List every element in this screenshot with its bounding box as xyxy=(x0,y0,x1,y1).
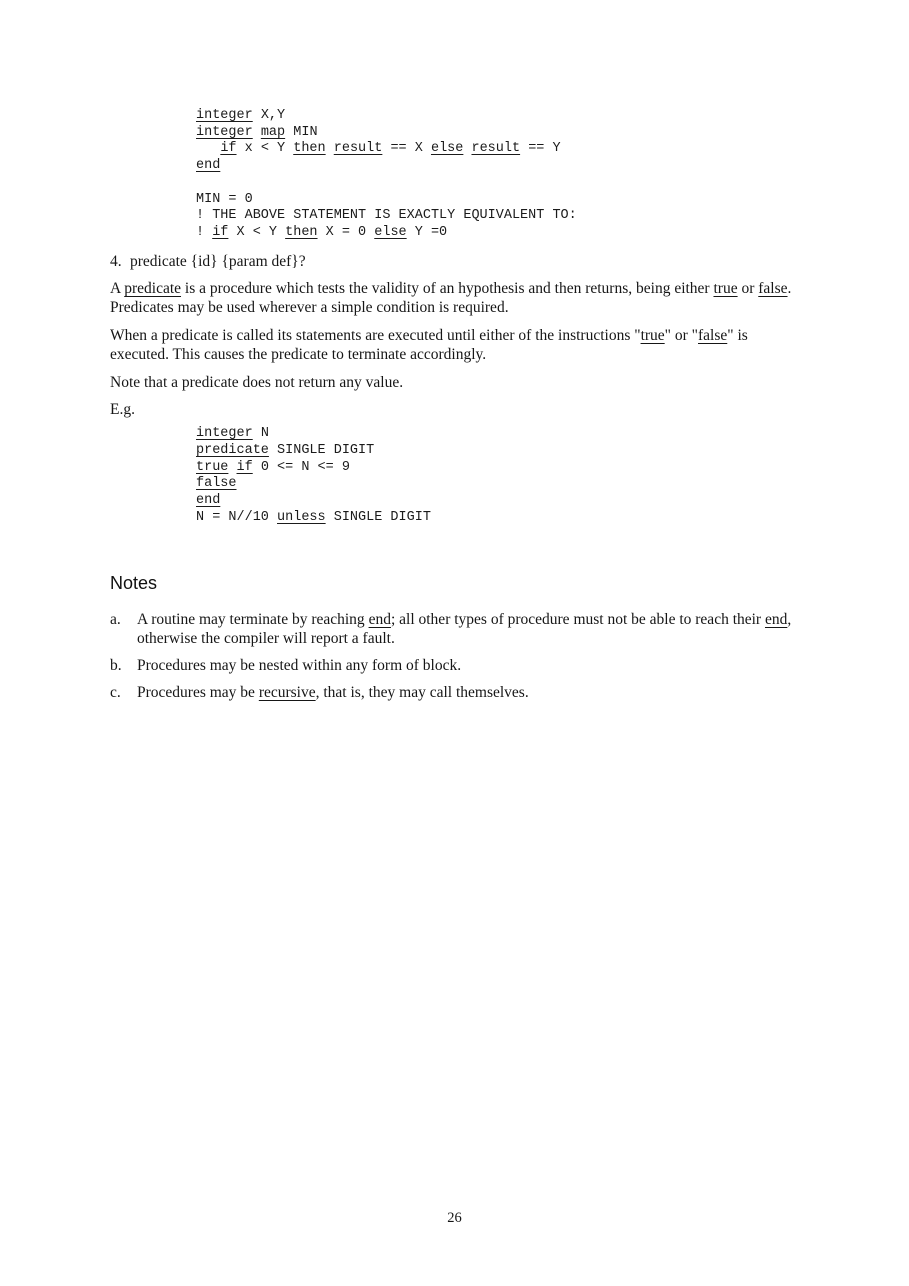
code-line xyxy=(196,125,809,142)
note-item-a xyxy=(110,611,809,649)
underlined-keyword: then xyxy=(285,224,318,240)
underlined-keyword: integer xyxy=(196,108,253,123)
note-item-label: b. xyxy=(110,657,122,675)
underlined-keyword: unless xyxy=(277,509,326,525)
code-line xyxy=(196,460,809,477)
underlined-keyword: false xyxy=(758,280,788,298)
text-segment: otherwise the compiler will report a fault. xyxy=(137,630,395,648)
text-segment: Y =0 xyxy=(406,224,448,240)
underlined-keyword: predicate xyxy=(196,442,269,458)
text-segment: A routine may terminate by reaching xyxy=(137,611,369,629)
text-segment: is a procedure which tests the validity of an hypothesis and then returns, being either xyxy=(181,280,714,298)
paragraph-predicate-definition xyxy=(110,280,809,318)
code-line xyxy=(196,443,809,460)
code-block-single-digit-example xyxy=(196,426,809,526)
underlined-keyword: else xyxy=(374,224,407,240)
code-line xyxy=(196,493,809,510)
text-segment xyxy=(326,141,334,156)
code-line xyxy=(196,476,809,493)
text-segment: . xyxy=(787,280,792,298)
underlined-keyword: true xyxy=(713,280,738,298)
text-segment: MIN = 0 xyxy=(196,191,253,207)
example-label: E.g. xyxy=(110,401,135,419)
section-item-4 xyxy=(110,253,809,272)
text-segment: , that is, they may call themselves. xyxy=(315,683,529,701)
text-segment: X,Y xyxy=(252,108,286,123)
paragraph-predicate-no-value xyxy=(110,374,809,393)
code-line xyxy=(196,175,809,192)
text-segment xyxy=(228,460,236,475)
underlined-keyword: end xyxy=(368,611,391,629)
code-block-min-map-example xyxy=(196,108,809,242)
note-item-b xyxy=(110,657,809,676)
code-line xyxy=(196,141,809,158)
text-segment: " is xyxy=(727,327,748,345)
underlined-keyword: true xyxy=(196,459,229,475)
underlined-keyword: end xyxy=(764,611,788,629)
underlined-keyword: if xyxy=(212,224,229,240)
text-segment: == X xyxy=(382,141,431,157)
text-segment: == Y xyxy=(520,141,561,157)
underlined-keyword: false xyxy=(196,476,237,492)
code-line xyxy=(196,192,809,209)
code-line xyxy=(196,108,809,125)
text-segment: X = 0 xyxy=(317,224,375,240)
text-segment xyxy=(196,175,204,190)
note-item-c xyxy=(110,684,809,703)
text-segment: N xyxy=(252,426,269,442)
underlined-keyword: then xyxy=(293,141,326,157)
text-segment: , xyxy=(787,611,792,629)
underlined-keyword: end xyxy=(196,493,221,509)
underlined-keyword: if xyxy=(220,141,237,157)
section-item-number: 4. xyxy=(110,252,122,270)
underlined-keyword: end xyxy=(196,158,221,174)
text-segment: ! xyxy=(196,224,213,240)
text-segment xyxy=(253,125,261,140)
underlined-keyword: true xyxy=(640,327,665,345)
code-line xyxy=(196,225,809,242)
text-segment: Note that a predicate does not return any value. xyxy=(110,373,404,391)
page-number: 26 xyxy=(447,1210,462,1226)
text-segment: executed. This causes the predicate to terminate accordingly. xyxy=(110,345,487,363)
text-segment: Procedures may be nested within any form of block. xyxy=(137,657,462,675)
note-item-text xyxy=(137,684,809,703)
note-item-text xyxy=(137,657,809,676)
underlined-keyword: recursive xyxy=(258,683,316,701)
text-segment: 0 <= N <= 9 xyxy=(252,459,350,475)
text-segment: Predicates may be used wherever a simple condition is required. xyxy=(110,299,509,317)
notes-heading: Notes xyxy=(110,573,158,594)
underlined-keyword: result xyxy=(333,141,383,157)
note-item-text xyxy=(137,611,809,649)
code-line xyxy=(196,158,809,175)
underlined-keyword: else xyxy=(430,141,464,157)
underlined-keyword: if xyxy=(236,459,253,475)
note-item-label: c. xyxy=(110,683,121,701)
text-segment: A xyxy=(110,280,125,298)
text-segment: x < Y xyxy=(236,141,294,157)
note-item-label: a. xyxy=(110,611,121,629)
code-line xyxy=(196,208,809,225)
text-segment: SINGLE DIGIT xyxy=(268,442,375,458)
underlined-keyword: integer xyxy=(196,124,253,140)
text-segment: ; all other types of procedure must not be able to reach their xyxy=(390,611,765,629)
text-segment: Procedures may be xyxy=(137,683,259,701)
underlined-keyword: map xyxy=(260,124,286,140)
text-segment: SINGLE DIGIT xyxy=(325,509,431,525)
section-item-title: predicate {id} {param def}? xyxy=(130,252,306,270)
text-segment: or xyxy=(737,280,759,298)
text-segment: N = N//10 xyxy=(196,509,278,525)
underlined-keyword: result xyxy=(471,141,521,157)
code-line xyxy=(196,426,809,443)
text-segment xyxy=(196,141,220,156)
underlined-keyword: predicate xyxy=(124,280,182,298)
code-line xyxy=(196,510,809,527)
text-segment: ! THE ABOVE STATEMENT IS EXACTLY EQUIVALENT TO: xyxy=(196,208,577,224)
text-segment: When a predicate is called its statements are executed until either of the instructions " xyxy=(110,327,641,345)
text-segment: " or " xyxy=(664,327,698,345)
text-segment: X < Y xyxy=(228,224,286,240)
text-segment: MIN xyxy=(285,124,318,140)
underlined-keyword: integer xyxy=(196,426,253,442)
underlined-keyword: false xyxy=(698,327,728,345)
paragraph-predicate-execution xyxy=(110,327,809,365)
page-content xyxy=(110,108,809,703)
